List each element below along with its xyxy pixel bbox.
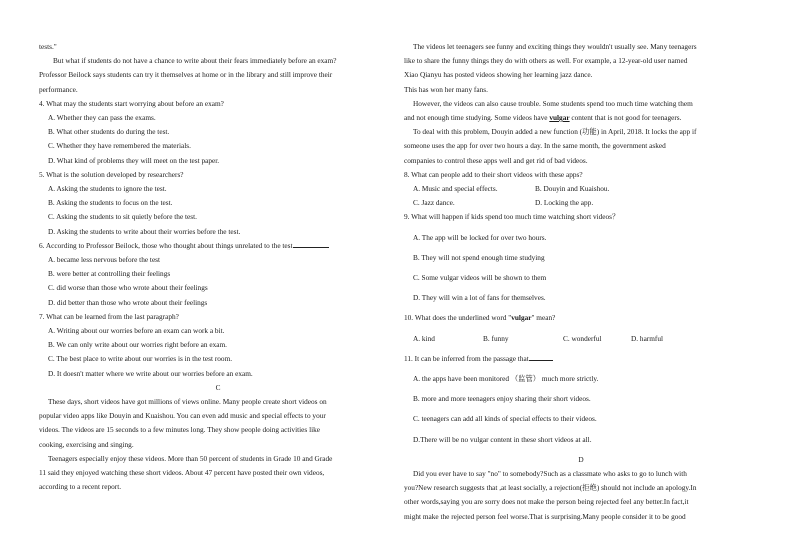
option: C. Jazz dance. <box>413 198 455 208</box>
text-line: videos. The videos are 15 seconds to a few minutes long. They show people doing activities like <box>39 425 321 435</box>
text-line: 11 said they enjoyed watching these short videos. About 47 percent have posted their own videos, <box>39 468 325 478</box>
option: C. wonderful <box>563 333 602 343</box>
answer-blank <box>529 353 553 361</box>
right-column <box>404 40 758 524</box>
text-line: performance. <box>39 84 78 94</box>
underlined-word: vulgar <box>549 113 570 123</box>
option: A. Writing about our worries before an exam can work a bit. <box>48 326 225 336</box>
option: B. They will not spend enough time studying <box>413 252 545 262</box>
text-line: popular video apps like Douyin and Kuaishou. You can even add music and special effects to your <box>39 411 326 421</box>
text-line: cooking, exercising and singing. <box>39 439 134 449</box>
question-7: 7. What can be learned from the last paragraph? <box>39 311 179 321</box>
text-line: To deal with this problem, Douyin added a new function (功能) in April, 2018. It locks the app if <box>413 127 697 137</box>
text-line: Professor Beilock says students can try it themselves at home or in the library and still improve their <box>39 70 333 80</box>
question-5: 5. What is the solution developed by researchers? <box>39 169 184 179</box>
question-8: 8. What can people add to their short videos with these apps? <box>404 169 583 179</box>
option: B. Asking the students to focus on the test. <box>48 198 173 208</box>
section-heading-c: C <box>215 382 221 392</box>
option: A. Asking the students to ignore the test. <box>48 184 167 194</box>
option: D. did better than those who wrote about their feelings <box>48 297 208 307</box>
option: C. did worse than those who wrote about their feelings <box>48 283 208 293</box>
text-line: you?New research suggests that ,at least socially, a rejection(拒绝) should not include an apology.In <box>404 483 697 493</box>
text-line: other words,saying you are sorry does not make the person being rejected feel any better.In fact,it <box>404 497 689 507</box>
question-11-text: 11. It can be inferred from the passage that <box>404 353 529 363</box>
text-line: someone uses the app for over two hours a day. In the same month, the government asked <box>404 141 666 151</box>
question-4: 4. What may the students start worrying about before an exam? <box>39 98 224 108</box>
text-fragment: 10. What does the underlined word " <box>404 313 512 323</box>
option: B. more and more teenagers enjoy sharing their short videos. <box>413 394 591 404</box>
option: B. were better at controlling their feelings <box>48 269 171 279</box>
answer-blank <box>293 240 329 248</box>
option: B. funny <box>483 333 509 343</box>
option: D. Asking the students to write about their worries before the test. <box>48 226 241 236</box>
option: D. harmful <box>631 333 664 343</box>
option: A. Music and special effects. <box>413 184 498 194</box>
text-line: Teenagers especially enjoy these videos. More than 50 percent of students in Grade 10 and Grade <box>48 453 333 463</box>
option: D. What kind of problems they will meet on the test paper. <box>48 155 220 165</box>
text-line <box>404 111 758 125</box>
bold-word: vulgar <box>511 313 532 323</box>
text-fragment: and not enough time studying. Some videos have <box>404 113 550 123</box>
question-10 <box>404 311 758 325</box>
option: D. It doesn't matter where we write about our worries before an exam. <box>48 368 253 378</box>
text-line: might make the rejected person feel worse.That is surprising.Many people consider it to be good <box>404 511 686 521</box>
text-line: These days, short videos have got millions of views online. Many people create short videos on <box>48 397 327 407</box>
question-6-text: 6. According to Professor Beilock, those who thought about things unrelated to the test <box>39 240 293 250</box>
text-fragment: " mean? <box>531 313 556 323</box>
text-line: The videos let teenagers see funny and exciting things they wouldn't usually see. Many teenagers <box>413 42 697 51</box>
option: B. Douyin and Kuaishou. <box>535 184 610 194</box>
option: C. Asking the students to sit quietly before the test. <box>48 212 197 222</box>
text-line: companies to control these apps well and get rid of bad videos. <box>404 155 588 165</box>
option: C. Whether they have remembered the materials. <box>48 141 191 151</box>
section-heading-d: D <box>578 454 584 464</box>
option: C. The best place to write about our worries is in the test room. <box>48 354 233 364</box>
text-line: according to a recent report. <box>39 482 122 492</box>
option: A. The app will be locked for over two hours. <box>413 232 547 242</box>
option-row <box>404 182 758 196</box>
text-fragment: content that is not good for teenagers. <box>569 113 682 123</box>
option: A. kind <box>413 333 435 343</box>
text-line: However, the videos can also cause trouble. Some students spend too much time watching them <box>413 98 693 108</box>
option: C. Some vulgar videos will be shown to them <box>413 273 547 283</box>
text-line: like to share the funny things they do with others as well. For example, a 12-year-old user named <box>404 56 688 66</box>
option: D. They will win a lot of fans for themselves. <box>413 293 546 303</box>
text-line: This has won her many fans. <box>404 84 488 94</box>
question-9: 9. What will happen if kids spend too much time watching short videos？ <box>404 212 620 222</box>
question-11 <box>404 352 758 366</box>
text-line: tests." <box>39 42 57 51</box>
option: D.There will be no vulgar content in these short videos at all. <box>413 434 592 444</box>
option: C. teenagers can add all kinds of special effects to their videos. <box>413 414 597 424</box>
text-line: Did you ever have to say "no" to somebody?Such as a classmate who asks to go to lunch with <box>413 469 687 479</box>
option: A. Whether they can pass the exams. <box>48 113 156 123</box>
text-line: But what if students do not have a chance to write about their fears immediately before an exam? <box>53 56 337 66</box>
option: B. What other students do during the test. <box>48 127 170 137</box>
question-6 <box>39 239 397 253</box>
option: B. We can only write about our worries right before an exam. <box>48 340 228 350</box>
option-row <box>404 196 758 210</box>
option: A. became less nervous before the test <box>48 255 161 265</box>
text-line: Xiao Qianyu has posted videos showing her learning jazz dance. <box>404 70 593 80</box>
option-row <box>404 332 758 346</box>
option: D. Locking the app. <box>535 198 594 208</box>
option: A. the apps have been monitored （监管） much more strictly. <box>413 374 599 384</box>
left-column <box>39 40 397 495</box>
